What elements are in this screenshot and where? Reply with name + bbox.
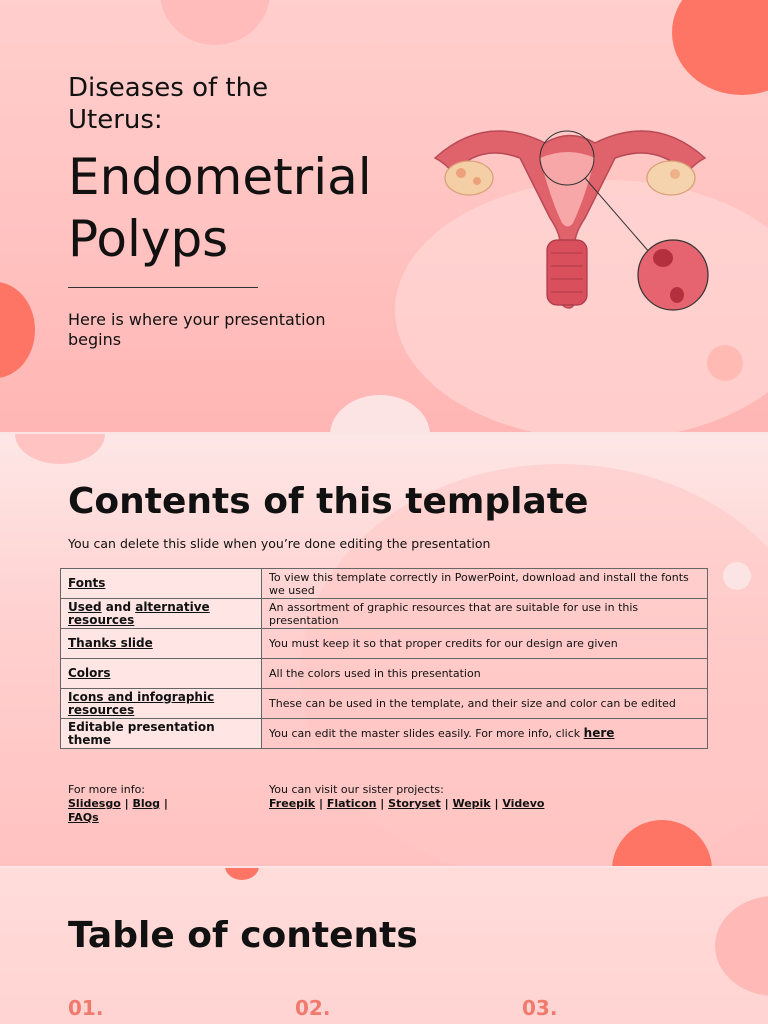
row-key-text: Editable presentation theme	[61, 719, 262, 749]
table-row	[61, 689, 708, 719]
decor-circle	[330, 395, 430, 432]
slidesgo-link[interactable]: Slidesgo	[68, 797, 121, 810]
table-row	[61, 599, 708, 629]
used-link[interactable]: Used	[68, 599, 102, 614]
row-key-text: and	[101, 599, 136, 614]
decor-dot	[723, 562, 751, 590]
contents-note: You can delete this slide when you’re done editing the presentation	[68, 536, 491, 551]
title-divider	[68, 287, 258, 288]
colors-link[interactable]: Colors	[68, 666, 111, 680]
here-link[interactable]: here	[583, 726, 615, 740]
title-slide	[0, 0, 768, 432]
decor-circle	[160, 0, 270, 45]
contents-table	[60, 568, 708, 749]
uterus-illustration	[425, 118, 715, 318]
freepik-link[interactable]: Freepik	[269, 797, 316, 810]
table-row	[61, 629, 708, 659]
subtitle: Here is where your presentation begins	[68, 310, 326, 349]
big-title: Endometrial Polyps	[68, 148, 372, 268]
sister-projects: You can visit our sister projects: Freepik | Flaticon | Storyset | Wepik | Videvo	[269, 783, 599, 811]
row-description: You can edit the master slides easily. For more info, click	[269, 727, 584, 740]
decor-circle	[0, 282, 35, 378]
small-title: Diseases of the Uterus:	[68, 73, 269, 135]
toc-heading: Table of contents	[68, 915, 418, 956]
table-row	[61, 569, 708, 599]
flaticon-link[interactable]: Flaticon	[326, 797, 377, 810]
icons-link[interactable]: Icons and infographic resources	[68, 689, 215, 717]
toc-number-1: 01.	[68, 996, 104, 1020]
wepik-link[interactable]: Wepik	[452, 797, 491, 810]
sister-label: You can visit our sister projects:	[269, 783, 444, 796]
storyset-link[interactable]: Storyset	[388, 797, 441, 810]
videvo-link[interactable]: Videvo	[502, 797, 545, 810]
row-description: An assortment of graphic resources that are suitable for use in this presentation	[262, 599, 708, 629]
more-info: For more info: Slidesgo | Blog | FAQs	[68, 783, 198, 825]
row-description: These can be used in the template, and their size and color can be edited	[262, 689, 708, 719]
contents-slide	[0, 434, 768, 866]
fonts-link[interactable]: Fonts	[68, 576, 106, 590]
table-row	[61, 719, 708, 749]
alternative-resources-link[interactable]: alternative resources	[68, 599, 210, 627]
toc-number-2: 02.	[295, 996, 331, 1020]
thanks-slide-link[interactable]: Thanks slide	[68, 636, 153, 650]
contents-heading: Contents of this template	[68, 481, 589, 522]
more-info-label: For more info:	[68, 783, 146, 796]
row-description: You must keep it so that proper credits for our design are given	[262, 629, 708, 659]
decor-circle	[715, 896, 768, 996]
table-row	[61, 659, 708, 689]
blog-link[interactable]: Blog	[132, 797, 161, 810]
row-description: To view this template correctly in PowerPoint, download and install the fonts we used	[262, 569, 708, 599]
toc-slide	[0, 868, 768, 1024]
decor-circle	[15, 434, 105, 464]
faqs-link[interactable]: FAQs	[68, 811, 99, 824]
decor-dot	[225, 868, 259, 880]
toc-number-3: 03.	[522, 996, 558, 1020]
row-description: All the colors used in this presentation	[262, 659, 708, 689]
decor-circle	[672, 0, 768, 95]
